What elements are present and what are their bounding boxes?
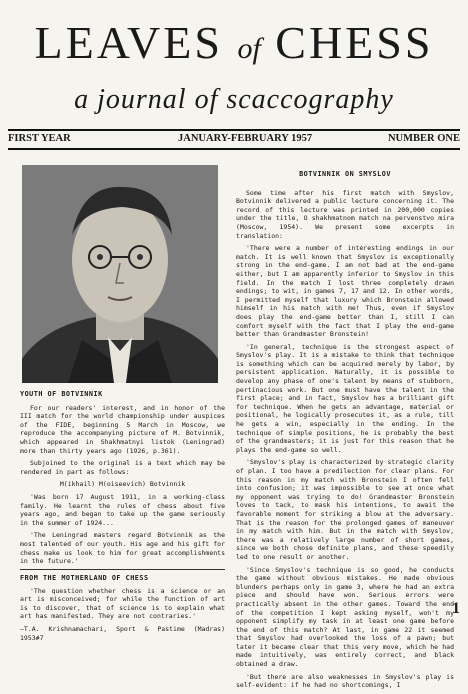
intro-paragraph: For our readers' interest, and in honor of the III match for the world championship under auspices of the FIDE, beginning 5 March in Moscow, we reproduce the accompanying picture of M. Botvinnik, which appeared in Shakhmatnyi listok (Leningrad) more than thirty years ago (1926, p.361). — [20, 403, 225, 455]
article-paragraph: 'There were a number of interesting endings in our match. It is well known that Smyslov is exceptionally strong in the end-game. I am not bad at the end-game either, but I am apparently inferior to Smyslov in this field. In the match I lost three completely drawn endings; to wit, in games 7, 17 and 12. In other words, I permitted myself that luxury which Bronstein allowed himself in his match with me! Thus, even if Smyslov does play the end-game better than I, still I can comfort myself with the fact that I play the end-game better than Grandmaster Bronstein! — [236, 244, 454, 339]
masters-paragraph: 'The Leningrad masters regard Botvinnik as the most talented of our youth. His age and his gift for chess make us look to him for great accomplishments in the future.' — [20, 531, 225, 566]
motherland-attribution: —T.A. Krishnamachari, Sport & Pastime (Madras) 1953#7 — [20, 624, 225, 642]
motherland-section — [20, 574, 225, 646]
issue-year: FIRST YEAR — [8, 133, 71, 144]
botvinnik-portrait — [22, 165, 218, 383]
issue-line — [8, 133, 460, 147]
photo-caption: YOUTH OF BOTVINNIK — [20, 390, 103, 398]
title-of: of — [237, 32, 261, 65]
motherland-heading: FROM THE MOTHERLAND OF CHESS — [20, 574, 149, 582]
motherland-quote: 'The question whether chess is a science or an art is misconceived; for while the function of art is to discover, that of science is to explain what art has manifested. They are not contraries.' — [20, 586, 225, 621]
issue-number: NUMBER ONE — [387, 133, 460, 144]
article-paragraph: 'Smyslov's play is characterized by strategic clarity of plan. I too have a predilection for clear plans. For this reason in my match with Bronstein I often fell into confusion; it was impossible to see at once what my opponent was trying to do! Grandmaster Bronstein loves to tack, to mask his intentions, to await the favorable moment for striking a blow at the adversary. That is the reason for the prolonged games of maneuver in my match with him. But in the match with Smyslov, there was a relatively large number of short games, since we both chose definite plans, and these speedily led to one result or another. — [236, 458, 454, 561]
issue-date: JANUARY-FEBRUARY 1957 — [178, 133, 313, 144]
right-column — [236, 166, 454, 694]
portrait-illustration — [22, 165, 218, 383]
section-divider — [20, 569, 225, 570]
subjoined-paragraph: Subjoined to the original is a text which may be rendered in part as follows: — [20, 459, 225, 476]
birth-paragraph: 'Was born 17 August 1911, in a working-class family. He learnt the rules of chess about five years ago, and began to take up the game seriously in the summer of 1924... — [20, 492, 225, 527]
left-column — [20, 390, 225, 570]
article-paragraph: 'But there are also weaknesses in Smyslov's play is self-evident: if he had no shortcomings, I — [236, 672, 454, 690]
issue-rule — [8, 148, 460, 150]
article-paragraph: 'In general, technique is the strongest aspect of Smyslov's play. It is a mistake to think that technique is something which can be acquired merely by labor, by persistent application. Naturally, it is possible to develop any phase of one's talent by means of stubborn, pertinacious work. But one must have the talent in the first place; and in fact, Smyslov has a brilliant gift for technique. When he gets an advantage, material or positional, he logically prosecutes it, as a rule, till he gets a win, especially in the ending. In the technique of simple positions, he is probably the best of the grandmasters; it is just for this reason that he plays the end-game so well. — [236, 342, 454, 454]
title-chess: CHESS — [275, 17, 434, 68]
journal-title — [0, 17, 468, 68]
botvinnik-name: M(ikhail) M(oiseevich) Botvinnik — [59, 480, 186, 489]
article-paragraph: Some time after his first match with Smyslov, Botvinnik delivered a public lecture concerning it. The record of this lecture was printed in 200,000 copies under the title, O shakhmatnom match na pervenstvo mira (Moscow, 1954). We present some excerpts in translation: — [236, 188, 454, 240]
top-rule — [8, 129, 460, 131]
article-heading: BOTVINNIK ON SMYSLOV — [299, 170, 391, 178]
journal-subtitle: a journal of scaccography — [74, 84, 394, 115]
page-number: 1 — [452, 600, 460, 617]
title-leaves: LEAVES — [34, 17, 223, 68]
article-paragraph: 'Since Smyslov's technique is so good, he conducts the game without obvious mistakes. He made obvious blunders perhaps only in game 3, where he had an extra piece and should have won. Serious errors were practically absent in the other games. Toward the end of the competition I kept asking myself, won't my opponent simplify my task in at least one game before the end of this match? At last, in game 22 it seemed that Smyslov had overlooked the loss of a pawn; but later it became clear that this very move, which he had made intuitively, was entirely correct, and black obtained a draw. — [236, 565, 454, 669]
